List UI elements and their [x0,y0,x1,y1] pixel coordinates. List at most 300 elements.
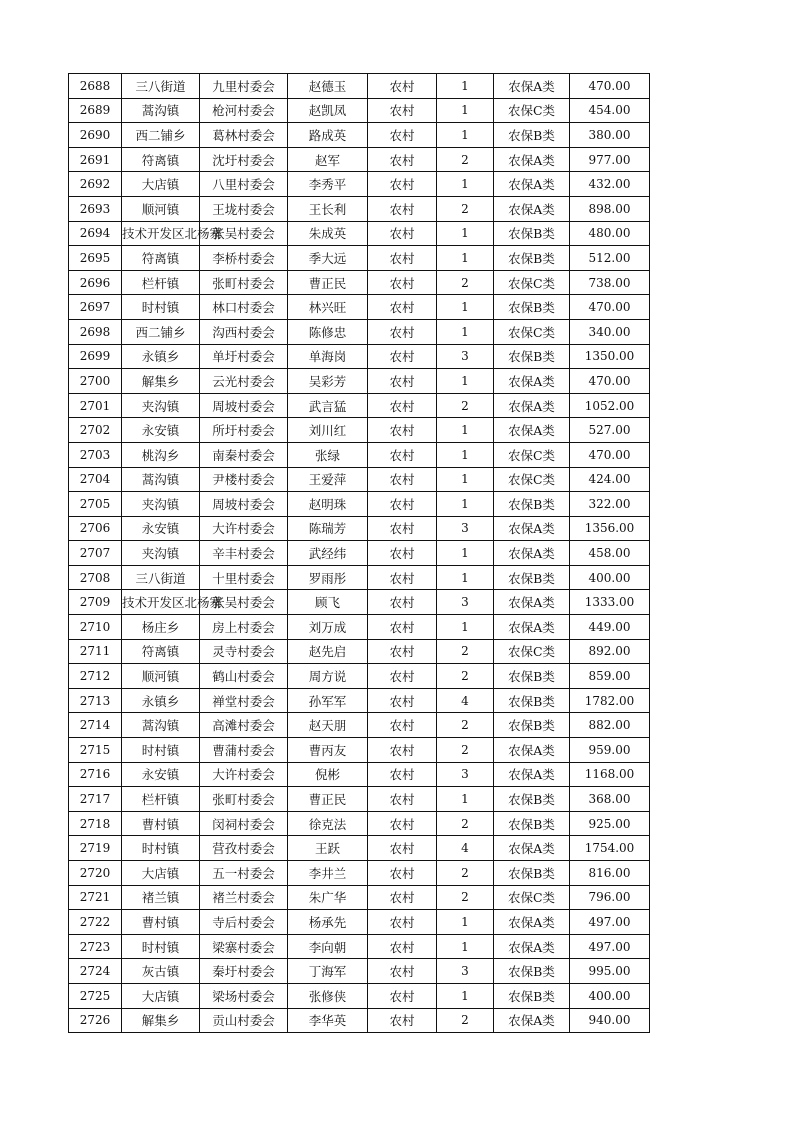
area-type-cell: 农村 [368,196,437,221]
table-row [69,688,650,713]
township-cell: 永安镇 [122,418,200,443]
household-count-cell: 1 [437,934,494,959]
record-id-cell: 2715 [69,738,122,763]
township-cell: 符离镇 [122,639,200,664]
household-count-cell: 2 [437,639,494,664]
name-cell: 赵凯凤 [288,98,368,123]
insurance-category-cell: 农保C类 [494,442,570,467]
name-cell: 武经纬 [288,541,368,566]
township-cell: 蒿沟镇 [122,98,200,123]
township-cell: 永镇乡 [122,688,200,713]
amount-cell: 512.00 [570,246,650,271]
record-id-cell: 2701 [69,393,122,418]
area-type-cell: 农村 [368,123,437,148]
area-type-cell: 农村 [368,516,437,541]
area-type-cell: 农村 [368,270,437,295]
area-type-cell: 农村 [368,615,437,640]
table-row [69,147,650,172]
insurance-category-cell: 农保A类 [494,196,570,221]
household-count-cell: 1 [437,172,494,197]
village-committee-cell: 八里村委会 [200,172,288,197]
amount-cell: 977.00 [570,147,650,172]
insurance-category-cell: 农保C类 [494,885,570,910]
name-cell: 倪彬 [288,762,368,787]
record-id-cell: 2724 [69,959,122,984]
table-row [69,910,650,935]
name-cell: 单海岗 [288,344,368,369]
table-row [69,639,650,664]
table-row [69,418,650,443]
record-id-cell: 2698 [69,319,122,344]
township-cell: 大店镇 [122,983,200,1008]
household-count-cell: 2 [437,861,494,886]
township-cell: 顺河镇 [122,664,200,689]
township-cell: 栏杆镇 [122,270,200,295]
village-committee-cell: 周坡村委会 [200,492,288,517]
record-id-cell: 2696 [69,270,122,295]
table-row [69,344,650,369]
table-row [69,811,650,836]
name-cell: 赵先启 [288,639,368,664]
amount-cell: 882.00 [570,713,650,738]
name-cell: 刘万成 [288,615,368,640]
village-committee-cell: 禅堂村委会 [200,688,288,713]
township-cell: 技术开发区北杨寨 [122,590,200,615]
area-type-cell: 农村 [368,762,437,787]
area-type-cell: 农村 [368,541,437,566]
amount-cell: 340.00 [570,319,650,344]
amount-cell: 995.00 [570,959,650,984]
household-count-cell: 1 [437,541,494,566]
record-id-cell: 2693 [69,196,122,221]
township-cell: 顺河镇 [122,196,200,221]
village-committee-cell: 房上村委会 [200,615,288,640]
record-id-cell: 2723 [69,934,122,959]
name-cell: 林兴旺 [288,295,368,320]
township-cell: 永镇乡 [122,344,200,369]
name-cell: 孙军军 [288,688,368,713]
area-type-cell: 农村 [368,319,437,344]
table-row [69,516,650,541]
table-row [69,615,650,640]
table-body [69,74,650,1033]
village-committee-cell: 张吴村委会 [200,221,288,246]
insurance-category-cell: 农保B类 [494,664,570,689]
area-type-cell: 农村 [368,934,437,959]
amount-cell: 738.00 [570,270,650,295]
name-cell: 丁海军 [288,959,368,984]
name-cell: 张修侠 [288,983,368,1008]
amount-cell: 322.00 [570,492,650,517]
area-type-cell: 农村 [368,221,437,246]
household-count-cell: 3 [437,516,494,541]
record-id-cell: 2722 [69,910,122,935]
insurance-category-cell: 农保A类 [494,615,570,640]
amount-cell: 796.00 [570,885,650,910]
insurance-category-cell: 农保A类 [494,516,570,541]
household-count-cell: 2 [437,885,494,910]
township-cell: 永安镇 [122,516,200,541]
record-id-cell: 2695 [69,246,122,271]
table-row [69,861,650,886]
name-cell: 赵明珠 [288,492,368,517]
household-count-cell: 1 [437,983,494,1008]
township-cell: 栏杆镇 [122,787,200,812]
township-cell: 蒿沟镇 [122,467,200,492]
township-cell: 时村镇 [122,934,200,959]
name-cell: 王跃 [288,836,368,861]
record-id-cell: 2711 [69,639,122,664]
table-row [69,196,650,221]
area-type-cell: 农村 [368,836,437,861]
table-row [69,319,650,344]
insurance-category-cell: 农保C类 [494,319,570,344]
insurance-category-cell: 农保C类 [494,467,570,492]
amount-cell: 424.00 [570,467,650,492]
name-cell: 朱广华 [288,885,368,910]
table-row [69,221,650,246]
insurance-category-cell: 农保A类 [494,1008,570,1033]
record-id-cell: 2726 [69,1008,122,1033]
amount-cell: 470.00 [570,369,650,394]
name-cell: 曹正民 [288,270,368,295]
household-count-cell: 2 [437,196,494,221]
record-id-cell: 2689 [69,98,122,123]
area-type-cell: 农村 [368,492,437,517]
household-count-cell: 1 [437,910,494,935]
table-row [69,369,650,394]
insurance-category-cell: 农保B类 [494,959,570,984]
insurance-category-cell: 农保A类 [494,934,570,959]
insurance-category-cell: 农保A类 [494,418,570,443]
household-count-cell: 1 [437,467,494,492]
name-cell: 朱成英 [288,221,368,246]
record-id-cell: 2699 [69,344,122,369]
record-id-cell: 2697 [69,295,122,320]
household-count-cell: 3 [437,959,494,984]
table-row [69,442,650,467]
household-count-cell: 1 [437,221,494,246]
household-count-cell: 2 [437,664,494,689]
amount-cell: 1754.00 [570,836,650,861]
household-count-cell: 1 [437,295,494,320]
area-type-cell: 农村 [368,98,437,123]
record-id-cell: 2694 [69,221,122,246]
insurance-category-cell: 农保A类 [494,836,570,861]
amount-cell: 1350.00 [570,344,650,369]
household-count-cell: 2 [437,393,494,418]
area-type-cell: 农村 [368,393,437,418]
amount-cell: 470.00 [570,442,650,467]
table-row [69,983,650,1008]
name-cell: 陈修忠 [288,319,368,344]
amount-cell: 1052.00 [570,393,650,418]
record-id-cell: 2725 [69,983,122,1008]
area-type-cell: 农村 [368,787,437,812]
insurance-category-cell: 农保B类 [494,713,570,738]
name-cell: 李华英 [288,1008,368,1033]
township-cell: 符离镇 [122,246,200,271]
village-committee-cell: 张町村委会 [200,270,288,295]
township-cell: 褚兰镇 [122,885,200,910]
village-committee-cell: 枪河村委会 [200,98,288,123]
insurance-category-cell: 农保A类 [494,762,570,787]
name-cell: 李向朝 [288,934,368,959]
insurance-category-cell: 农保A类 [494,590,570,615]
area-type-cell: 农村 [368,1008,437,1033]
village-committee-cell: 林口村委会 [200,295,288,320]
household-count-cell: 2 [437,738,494,763]
table-row [69,74,650,99]
name-cell: 赵军 [288,147,368,172]
area-type-cell: 农村 [368,565,437,590]
name-cell: 王爱萍 [288,467,368,492]
table-row [69,172,650,197]
amount-cell: 898.00 [570,196,650,221]
name-cell: 杨承先 [288,910,368,935]
amount-cell: 432.00 [570,172,650,197]
amount-cell: 527.00 [570,418,650,443]
area-type-cell: 农村 [368,246,437,271]
name-cell: 武言猛 [288,393,368,418]
township-cell: 西二铺乡 [122,123,200,148]
area-type-cell: 农村 [368,664,437,689]
amount-cell: 470.00 [570,295,650,320]
table-row [69,123,650,148]
village-committee-cell: 曹蒲村委会 [200,738,288,763]
amount-cell: 1782.00 [570,688,650,713]
household-count-cell: 4 [437,688,494,713]
village-committee-cell: 梁场村委会 [200,983,288,1008]
name-cell: 徐克法 [288,811,368,836]
township-cell: 三八街道 [122,74,200,99]
household-count-cell: 2 [437,270,494,295]
village-committee-cell: 贡山村委会 [200,1008,288,1033]
insurance-records-table [68,73,650,1033]
village-committee-cell: 沟西村委会 [200,319,288,344]
record-id-cell: 2691 [69,147,122,172]
name-cell: 曹正民 [288,787,368,812]
amount-cell: 1333.00 [570,590,650,615]
record-id-cell: 2705 [69,492,122,517]
record-id-cell: 2700 [69,369,122,394]
table-row [69,762,650,787]
township-cell: 时村镇 [122,738,200,763]
village-committee-cell: 尹楼村委会 [200,467,288,492]
household-count-cell: 1 [437,369,494,394]
insurance-category-cell: 农保B类 [494,492,570,517]
household-count-cell: 2 [437,713,494,738]
area-type-cell: 农村 [368,590,437,615]
insurance-category-cell: 农保A类 [494,147,570,172]
township-cell: 夹沟镇 [122,492,200,517]
amount-cell: 458.00 [570,541,650,566]
village-committee-cell: 高滩村委会 [200,713,288,738]
table-row [69,565,650,590]
table-row [69,541,650,566]
village-committee-cell: 梁寨村委会 [200,934,288,959]
village-committee-cell: 南秦村委会 [200,442,288,467]
name-cell: 李秀平 [288,172,368,197]
record-id-cell: 2709 [69,590,122,615]
table-row [69,590,650,615]
table-row [69,295,650,320]
record-id-cell: 2702 [69,418,122,443]
record-id-cell: 2714 [69,713,122,738]
insurance-category-cell: 农保B类 [494,295,570,320]
area-type-cell: 农村 [368,295,437,320]
township-cell: 夹沟镇 [122,393,200,418]
area-type-cell: 农村 [368,74,437,99]
household-count-cell: 2 [437,147,494,172]
amount-cell: 1356.00 [570,516,650,541]
name-cell: 李井兰 [288,861,368,886]
record-id-cell: 2707 [69,541,122,566]
area-type-cell: 农村 [368,369,437,394]
name-cell: 张绿 [288,442,368,467]
record-id-cell: 2706 [69,516,122,541]
household-count-cell: 1 [437,565,494,590]
village-committee-cell: 寺后村委会 [200,910,288,935]
township-cell: 蒿沟镇 [122,713,200,738]
area-type-cell: 农村 [368,959,437,984]
village-committee-cell: 闵祠村委会 [200,811,288,836]
table-row [69,467,650,492]
record-id-cell: 2703 [69,442,122,467]
table-row [69,836,650,861]
amount-cell: 959.00 [570,738,650,763]
name-cell: 路成英 [288,123,368,148]
amount-cell: 497.00 [570,934,650,959]
amount-cell: 400.00 [570,983,650,1008]
insurance-category-cell: 农保B类 [494,688,570,713]
area-type-cell: 农村 [368,713,437,738]
township-cell: 永安镇 [122,762,200,787]
village-committee-cell: 单圩村委会 [200,344,288,369]
village-committee-cell: 王垅村委会 [200,196,288,221]
name-cell: 陈瑞芳 [288,516,368,541]
name-cell: 季大远 [288,246,368,271]
record-id-cell: 2704 [69,467,122,492]
table-row [69,1008,650,1033]
table-row [69,664,650,689]
township-cell: 灰古镇 [122,959,200,984]
area-type-cell: 农村 [368,418,437,443]
insurance-category-cell: 农保A类 [494,369,570,394]
name-cell: 刘川红 [288,418,368,443]
insurance-category-cell: 农保B类 [494,811,570,836]
amount-cell: 816.00 [570,861,650,886]
household-count-cell: 4 [437,836,494,861]
insurance-category-cell: 农保C类 [494,270,570,295]
table-row [69,934,650,959]
village-committee-cell: 褚兰村委会 [200,885,288,910]
area-type-cell: 农村 [368,983,437,1008]
township-cell: 解集乡 [122,1008,200,1033]
household-count-cell: 2 [437,1008,494,1033]
household-count-cell: 2 [437,811,494,836]
household-count-cell: 1 [437,123,494,148]
table-row [69,787,650,812]
table-row [69,738,650,763]
township-cell: 夹沟镇 [122,541,200,566]
household-count-cell: 1 [437,74,494,99]
amount-cell: 368.00 [570,787,650,812]
household-count-cell: 1 [437,442,494,467]
township-cell: 曹村镇 [122,910,200,935]
record-id-cell: 2712 [69,664,122,689]
record-id-cell: 2721 [69,885,122,910]
village-committee-cell: 鹤山村委会 [200,664,288,689]
name-cell: 周方说 [288,664,368,689]
table-row [69,885,650,910]
insurance-category-cell: 农保B类 [494,787,570,812]
name-cell: 顾飞 [288,590,368,615]
amount-cell: 892.00 [570,639,650,664]
insurance-category-cell: 农保C类 [494,98,570,123]
amount-cell: 925.00 [570,811,650,836]
insurance-category-cell: 农保C类 [494,639,570,664]
area-type-cell: 农村 [368,467,437,492]
area-type-cell: 农村 [368,344,437,369]
area-type-cell: 农村 [368,688,437,713]
insurance-category-cell: 农保B类 [494,246,570,271]
household-count-cell: 1 [437,787,494,812]
amount-cell: 449.00 [570,615,650,640]
village-committee-cell: 周坡村委会 [200,393,288,418]
table-row [69,713,650,738]
amount-cell: 470.00 [570,74,650,99]
village-committee-cell: 营孜村委会 [200,836,288,861]
area-type-cell: 农村 [368,861,437,886]
household-count-cell: 3 [437,590,494,615]
record-id-cell: 2708 [69,565,122,590]
village-committee-cell: 十里村委会 [200,565,288,590]
township-cell: 杨庄乡 [122,615,200,640]
area-type-cell: 农村 [368,172,437,197]
record-id-cell: 2720 [69,861,122,886]
household-count-cell: 1 [437,98,494,123]
township-cell: 时村镇 [122,295,200,320]
village-committee-cell: 李桥村委会 [200,246,288,271]
amount-cell: 497.00 [570,910,650,935]
insurance-category-cell: 农保B类 [494,565,570,590]
area-type-cell: 农村 [368,885,437,910]
insurance-category-cell: 农保A类 [494,172,570,197]
household-count-cell: 3 [437,762,494,787]
village-committee-cell: 张町村委会 [200,787,288,812]
amount-cell: 454.00 [570,98,650,123]
record-id-cell: 2713 [69,688,122,713]
name-cell: 赵德玉 [288,74,368,99]
village-committee-cell: 大许村委会 [200,762,288,787]
insurance-category-cell: 农保A类 [494,910,570,935]
record-id-cell: 2692 [69,172,122,197]
village-committee-cell: 辛丰村委会 [200,541,288,566]
insurance-category-cell: 农保B类 [494,983,570,1008]
household-count-cell: 1 [437,246,494,271]
record-id-cell: 2719 [69,836,122,861]
village-committee-cell: 所圩村委会 [200,418,288,443]
township-cell: 三八街道 [122,565,200,590]
village-committee-cell: 九里村委会 [200,74,288,99]
household-count-cell: 1 [437,418,494,443]
insurance-category-cell: 农保A类 [494,738,570,763]
name-cell: 曹丙友 [288,738,368,763]
name-cell: 赵天朋 [288,713,368,738]
insurance-category-cell: 农保B类 [494,123,570,148]
record-id-cell: 2717 [69,787,122,812]
